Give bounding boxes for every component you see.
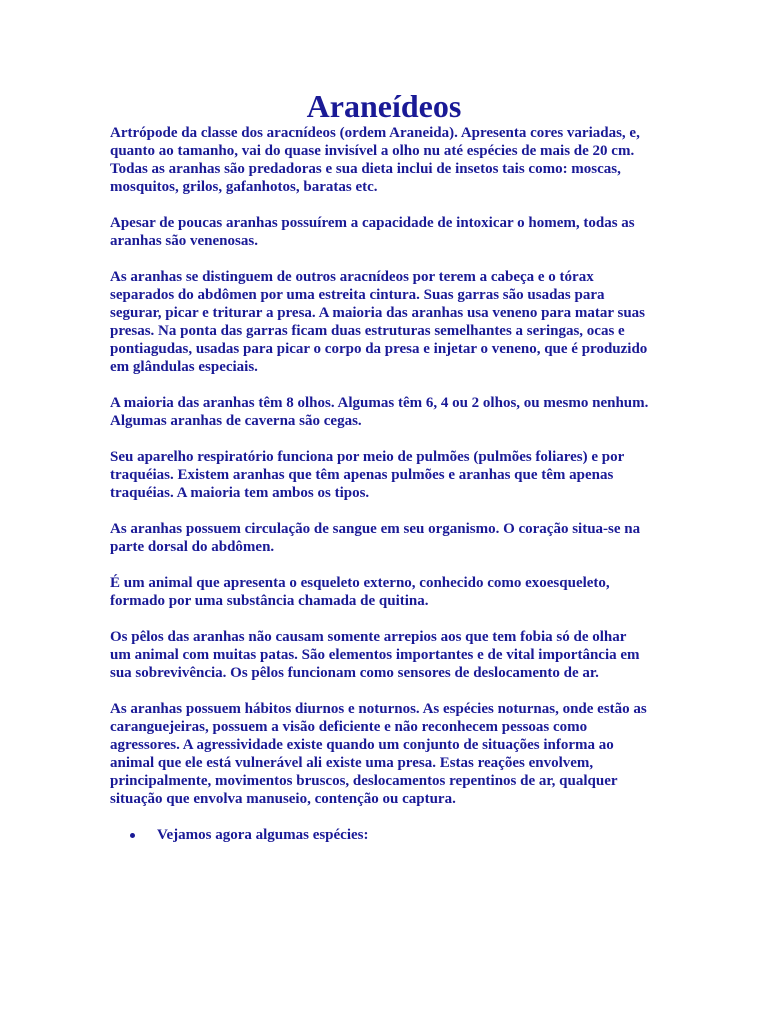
paragraph: As aranhas possuem circulação de sangue em seu organismo. O coração situa-se na parte dorsal do abdômen. bbox=[110, 521, 641, 555]
paragraph: É um animal que apresenta o esqueleto externo, conhecido como exoesqueleto, formado por uma substância chamada de quitina. bbox=[110, 575, 610, 609]
paragraph: A maioria das aranhas têm 8 olhos. Algumas têm 6, 4 ou 2 olhos, ou mesmo nenhum. Algumas aranhas de caverna são cegas. bbox=[110, 395, 649, 429]
paragraph: As aranhas se distinguem de outros aracnídeos por terem a cabeça e o tórax separados do abdômen por uma estreita cintura. Suas garras são usadas para segurar, picar e triturar a presa. A maioria das aranhas usa veneno para matar suas presas. Na ponta das garras ficam duas estruturas semelhantes a seringas, ocas e pontiagudas, usadas para picar o corpo da presa e injetar o veneno, que é produzido em glândulas especiais. bbox=[110, 269, 648, 375]
document-title: Araneídeos bbox=[306, 88, 462, 124]
document-body bbox=[110, 124, 650, 844]
paragraph: Artrópode da classe dos aracnídeos (ordem Araneida). Apresenta cores variadas, e, quanto ao tamanho, vai do quase invisível a olho nu até espécies de mais de 20 cm. Todas as aranhas são predadoras e sua dieta inclui de insetos tais como: moscas, mosquitos, grilos, gafanhotos, baratas etc. bbox=[110, 125, 640, 195]
bullet-text: Vejamos agora algumas espécies: bbox=[157, 827, 369, 843]
bullet-item bbox=[110, 826, 650, 844]
paragraph: Seu aparelho respiratório funciona por meio de pulmões (pulmões foliares) e por traquéias. Existem aranhas que têm apenas pulmões e aranhas que têm apenas traquéias. A maioria tem ambos os tipos. bbox=[110, 449, 625, 501]
paragraph: Os pêlos das aranhas não causam somente arrepios aos que tem fobia só de olhar um animal com muitas patas. São elementos importantes e de vital importância em sua sobrevivência. Os pêlos funcionam como sensores de deslocamento de ar. bbox=[110, 629, 640, 681]
paragraph: As aranhas possuem hábitos diurnos e noturnos. As espécies noturnas, onde estão as caranguejeiras, possuem a visão deficiente e não reconhecem pessoas como agressores. A agressividade existe quando um conjunto de situações informa ao animal que ele está vulnerável ali existe uma presa. Estas reações envolvem, principalmente, movimentos bruscos, deslocamentos repentinos de ar, qualquer situação que envolva manuseio, contenção ou captura. bbox=[110, 701, 647, 807]
bullet-icon bbox=[130, 833, 135, 838]
bullet-list bbox=[110, 826, 650, 844]
paragraph: Apesar de poucas aranhas possuírem a capacidade de intoxicar o homem, todas as aranhas são venenosas. bbox=[110, 215, 635, 249]
